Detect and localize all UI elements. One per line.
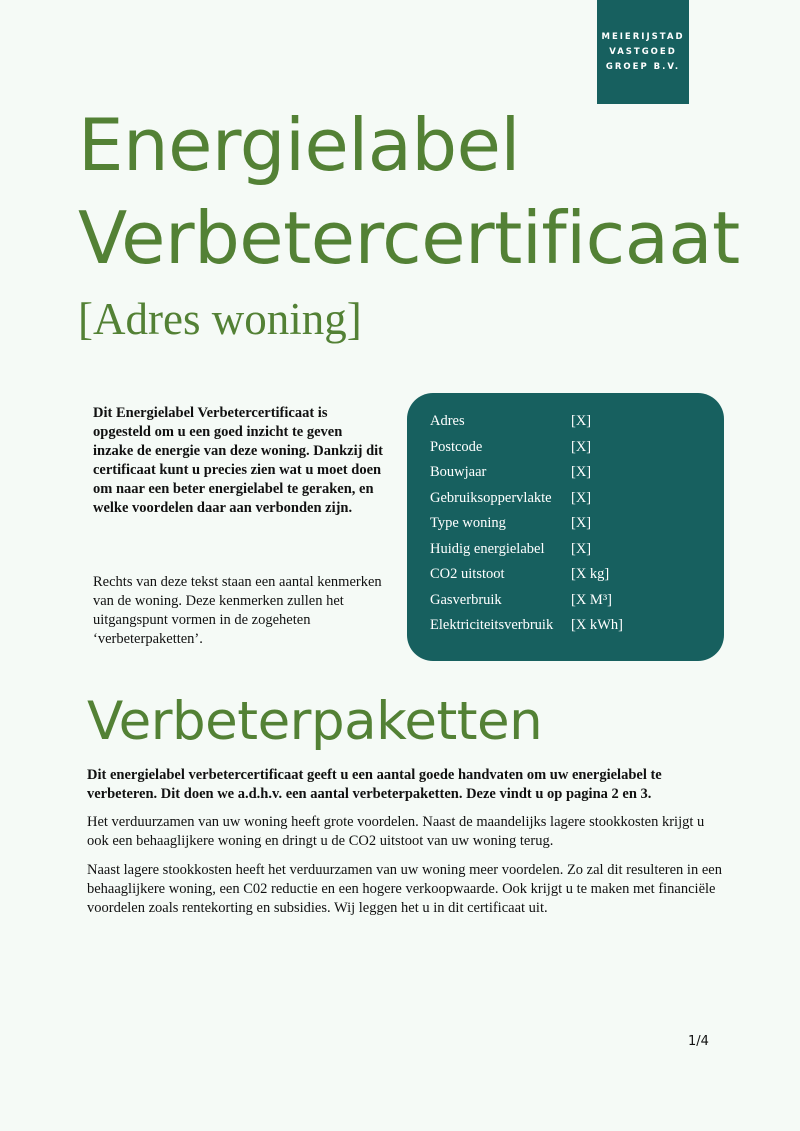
- property-row-bouwjaar: [430, 460, 724, 486]
- property-label: Huidig energielabel: [430, 540, 545, 557]
- property-value: [X]: [571, 438, 592, 455]
- property-panel: [407, 393, 724, 661]
- property-label: Type woning: [430, 515, 506, 532]
- property-row-elektriciteit: [430, 613, 724, 639]
- intro-paragraph: Rechts van deze tekst staan een aantal kenmerken van de woning. Deze kenmerken zullen het uitgangspunt vormen in de zogeheten ‘verbeterpaketten’.: [93, 574, 382, 647]
- section-paragraph-1: Het verduurzamen van uw woning heeft grote voordelen. Naast de maandelijks lagere stookkosten krijgt u ook een behaaglijkere woning en dringt u de CO2 uitstoot van uw woning terug.: [87, 814, 705, 849]
- property-row-energielabel: [430, 537, 724, 563]
- property-label: Adres: [430, 413, 465, 430]
- section-paragraph-2: Naast lagere stookkosten heeft het verduurzamen van uw woning meer voordelen. Zo zal dit resulteren in een behaaglijkere woning, een C02 reductie en een hogere verkoopwaarde. Ook krijgt u te maken met financiële voordelen zoals rentekorting en subsidies. Wij leggen het u in dit certificaat uit.: [87, 862, 722, 916]
- property-row-postcode: [430, 435, 724, 461]
- logo-line-1: MEIERIJSTAD: [601, 31, 685, 42]
- property-label: Bouwjaar: [430, 464, 487, 481]
- section-heading: Verbeterpaketten: [87, 691, 543, 752]
- logo-line-3: GROEP B.V.: [605, 61, 681, 72]
- document-title-line-2: Verbetercertificaat: [78, 196, 740, 280]
- property-value: [X]: [571, 489, 592, 506]
- property-row-type-woning: [430, 511, 724, 537]
- page-number: 1/4: [688, 1034, 709, 1049]
- property-row-gasverbruik: [430, 588, 724, 614]
- document-title-line-1: Energielabel: [78, 103, 520, 187]
- property-row-gebruiksoppervlakte: [430, 486, 724, 512]
- company-logo: [597, 0, 689, 104]
- section-lead-paragraph: Dit energielabel verbetercertificaat geeft u een aantal goede handvaten om uw energielabel te verbeteren. Dit doen we a.d.h.v. een aantal verbeterpaketten. Deze vindt u op pagina 2 en 3.: [87, 767, 662, 802]
- property-row-co2: [430, 562, 724, 588]
- property-label: Gasverbruik: [430, 591, 502, 608]
- property-value: [X]: [571, 515, 592, 532]
- logo-line-2: VASTGOED: [609, 46, 677, 57]
- property-label: Postcode: [430, 438, 483, 455]
- property-label: Gebruiksoppervlakte: [430, 489, 552, 506]
- property-value: [X]: [571, 464, 592, 481]
- property-value: [X M³]: [571, 591, 612, 608]
- property-value: [X kWh]: [571, 617, 623, 634]
- property-row-adres: [430, 409, 724, 435]
- property-value: [X]: [571, 413, 592, 430]
- intro-bold-paragraph: Dit Energielabel Verbetercertificaat is opgesteld om u een goed inzicht te geven inzake de energie van deze woning. Dankzij dit certificaat kunt u precies zien wat u moet doen om naar een beter energielabel te geraken, en welke voordelen daar aan verbonden zijn.: [93, 405, 383, 516]
- property-label: Elektriciteitsverbruik: [430, 617, 554, 634]
- property-label: CO2 uitstoot: [430, 566, 505, 583]
- property-value: [X kg]: [571, 566, 610, 583]
- property-value: [X]: [571, 540, 592, 557]
- address-subtitle: [Adres woning]: [78, 294, 362, 344]
